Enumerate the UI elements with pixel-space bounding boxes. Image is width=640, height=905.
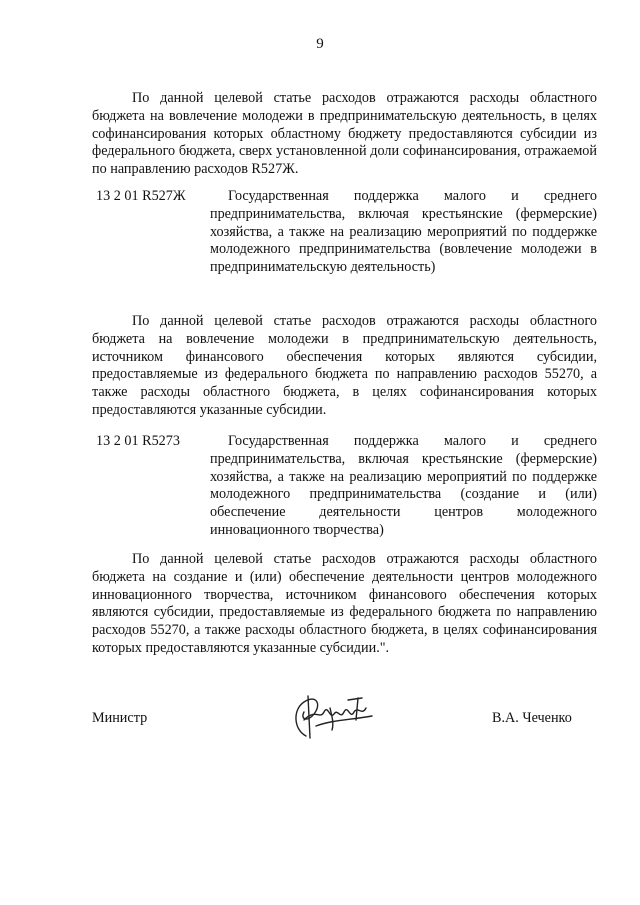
entry-code-1: 13 2 01 R527Ж [96, 188, 186, 204]
entry-text-2: Государственная поддержка малого и среднего предпринимательства, включая крестьянские (фермерские) хозяйства, а также на реализацию мероприятий по поддержке молодежного предпринимательства (создание и (или) обеспечение деятельности центров молодежного инновационного творчества) [210, 433, 597, 538]
signatory-position: Министр [92, 710, 148, 726]
paragraph-2: По данной целевой статье расходов отражаются расходы областного бюджета на вовлечение молодежи в предпринимательскую деятельность, источником финансового обеспечения которых являются субсидии, предоставляемые из федерального бюджета по направлению расходов 55270, а также расходы областного бюджета, в целях софинансирования которых предоставляются указанные субсидии. [92, 313, 597, 418]
paragraph-1: По данной целевой статье расходов отражаются расходы областного бюджета на вовлечение молодежи в предпринимательскую деятельность, в целях софинансирования которых областному бюджету предоставляются субсидии из федерального бюджета, сверх установленной доли софинансирования, отражаемой по направлению расходов R527Ж. [92, 90, 597, 178]
entry-code-2: 13 2 01 R5273 [96, 433, 180, 449]
entry-text-1: Государственная поддержка малого и среднего предпринимательства, включая крестьянские (фермерские) хозяйства, а также на реализацию мероприятий по поддержке молодежного предпринимательства (вовлечение молодежи в предпринимательскую деятельность) [210, 188, 597, 276]
handwritten-signature-icon [286, 690, 378, 742]
page-number: 9 [316, 36, 324, 52]
paragraph-3: По данной целевой статье расходов отражаются расходы областного бюджета на создание и (или) обеспечение деятельности центров молодежного инновационного творчества, источником финансового обеспечения которых являются субсидии, предоставляемые из федерального бюджета по направлению расходов 55270, а также расходы областного бюджета, в целях софинансирования которых предоставляются указанные субсидии.". [92, 551, 597, 656]
signatory-name: В.А. Чеченко [492, 710, 572, 726]
